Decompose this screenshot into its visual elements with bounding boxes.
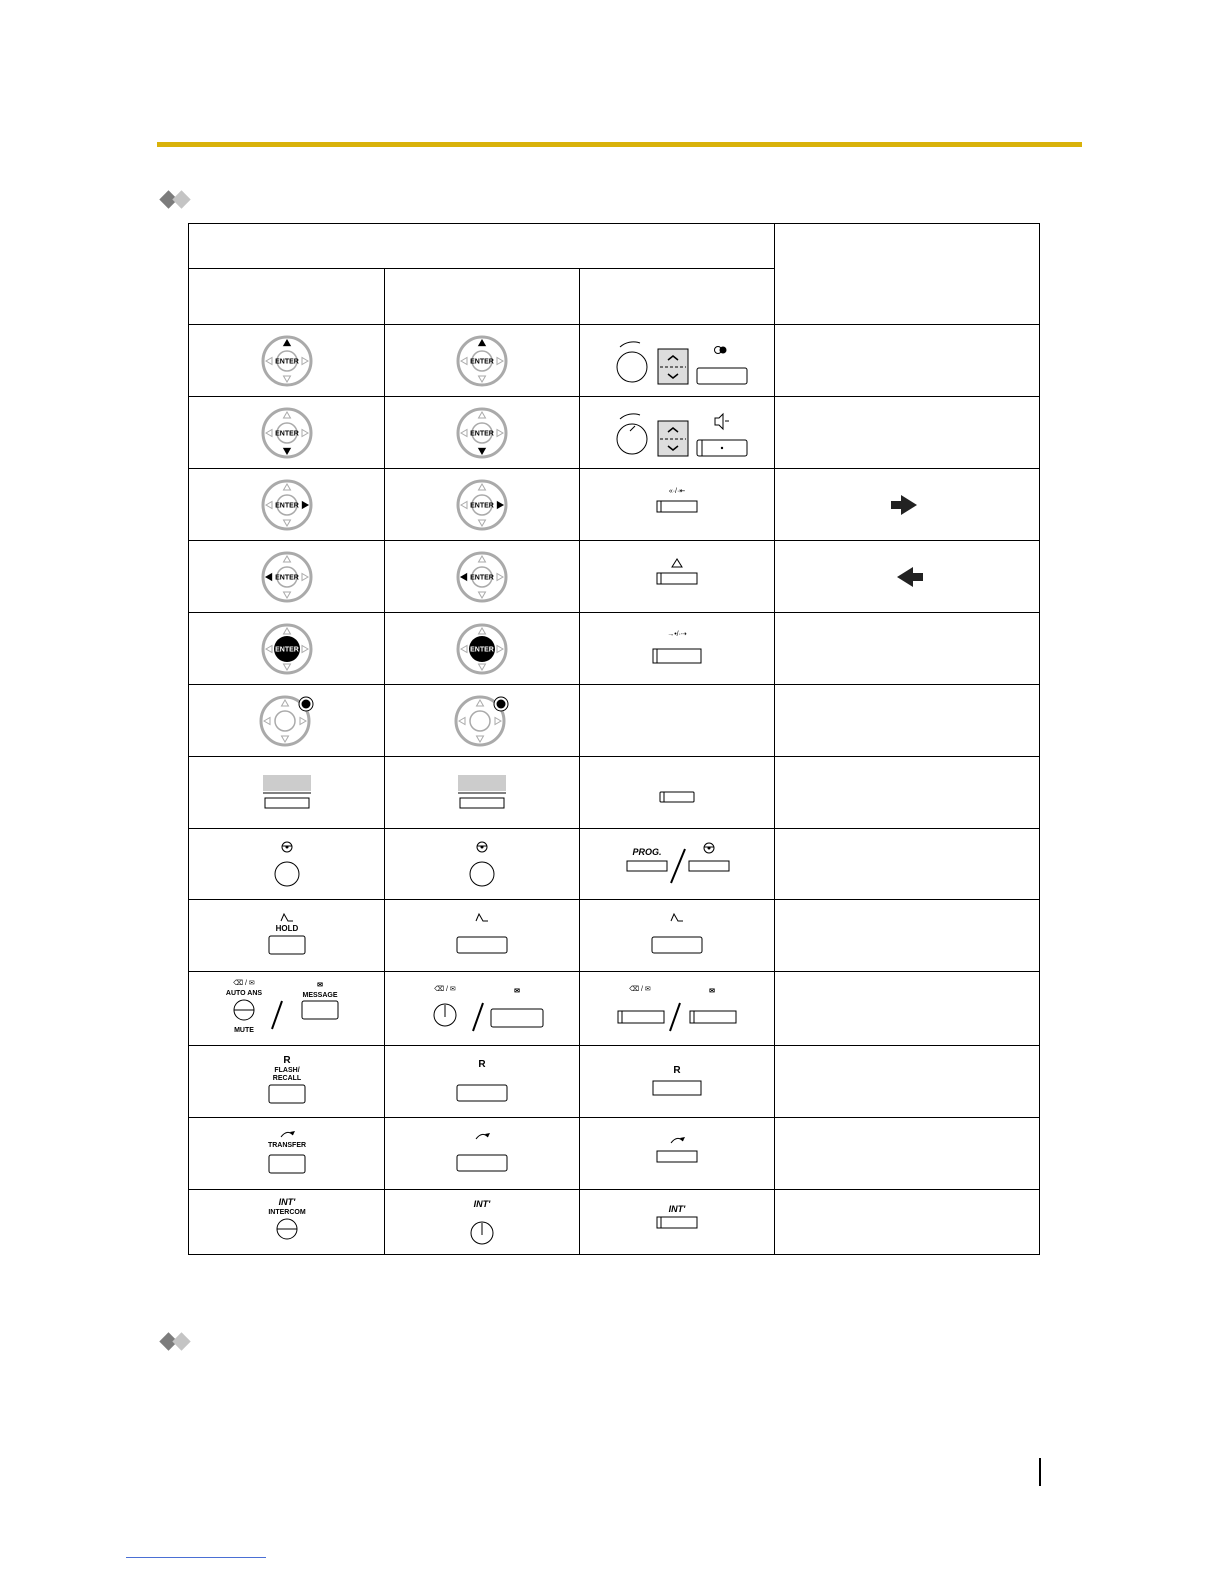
table-row — [189, 757, 1040, 829]
hold-key-icon — [189, 900, 385, 972]
navigator-side-key-icon — [385, 685, 580, 757]
arrow-right-icon — [887, 493, 927, 517]
key-correspondence-table — [188, 223, 1040, 1255]
flash-recall-key-icon — [189, 1046, 385, 1118]
description-cell — [775, 1190, 1040, 1255]
soft-key-icon — [189, 757, 385, 829]
svg-text:✉: ✉ — [514, 987, 520, 995]
svg-text:✉: ✉ — [709, 987, 715, 995]
flash-recall-key-icon — [385, 1046, 580, 1118]
description-cell — [775, 829, 1040, 900]
description-cell — [775, 613, 1040, 685]
diamond-pair-icon — [158, 1332, 198, 1354]
soft-key-icon — [580, 757, 775, 829]
table-row — [189, 685, 1040, 757]
table-row — [189, 1190, 1040, 1255]
svg-text:PROG.: PROG. — [632, 847, 662, 857]
navigator-up-icon — [189, 325, 385, 397]
hold-key-icon — [580, 900, 775, 972]
table-row — [189, 1046, 1040, 1118]
table-row — [189, 900, 1040, 972]
svg-text:ENTER: ENTER — [274, 574, 299, 581]
description-cell — [775, 757, 1040, 829]
auto-answer-message-icon — [385, 972, 580, 1046]
navigator-up-icon — [385, 325, 580, 397]
header-rule — [157, 142, 1082, 147]
transfer-key-icon — [189, 1118, 385, 1190]
navigator-left-icon — [189, 541, 385, 613]
svg-text:INT': INT' — [473, 1199, 491, 1209]
navigator-left-icon — [385, 541, 580, 613]
header-cell-model-1 — [189, 269, 385, 325]
intercom-key-icon — [580, 1190, 775, 1255]
program-key-icon — [385, 829, 580, 900]
hold-key-icon — [385, 900, 580, 972]
intercom-key-icon — [189, 1190, 385, 1255]
svg-text:R: R — [478, 1058, 486, 1070]
description-cell — [775, 900, 1040, 972]
svg-text:ENTER: ENTER — [470, 574, 494, 581]
description-cell — [775, 541, 1040, 613]
diamond-pair-icon — [158, 190, 198, 212]
intercom-key-icon — [385, 1190, 580, 1255]
svg-text:MESSAGE: MESSAGE — [301, 991, 338, 999]
navigator-down-icon — [189, 397, 385, 469]
table-row — [189, 829, 1040, 900]
svg-text:ENTER: ENTER — [274, 358, 299, 365]
auto-answer-message-icon — [580, 972, 775, 1046]
svg-text:ENTER: ENTER — [274, 430, 299, 437]
svg-text:RECALL: RECALL — [272, 1074, 301, 1082]
svg-text:R: R — [673, 1064, 681, 1076]
auto-answer-message-icon — [189, 972, 385, 1046]
next-key-icon — [580, 469, 775, 541]
svg-text:⌫ / ✉: ⌫ / ✉ — [232, 979, 255, 987]
transfer-key-icon — [580, 1118, 775, 1190]
navigator-right-icon — [385, 469, 580, 541]
svg-text:⌫ / ✉: ⌫ / ✉ — [629, 985, 651, 993]
svg-text:«·/·⇤: «·/·⇤ — [668, 487, 686, 495]
table-row — [189, 541, 1040, 613]
description-cell — [775, 1046, 1040, 1118]
header-cell-description — [775, 224, 1040, 325]
svg-text:ENTER: ENTER — [470, 358, 494, 365]
svg-text:ENTER: ENTER — [470, 430, 494, 437]
navigator-right-icon — [189, 469, 385, 541]
transfer-key-icon — [385, 1118, 580, 1190]
svg-text:MUTE: MUTE — [233, 1026, 254, 1034]
navigator-enter-icon — [385, 613, 580, 685]
header-cell-model-2 — [385, 269, 580, 325]
svg-text:⌫ / ✉: ⌫ / ✉ — [434, 985, 456, 993]
table-row — [189, 972, 1040, 1046]
svg-text:ENTER: ENTER — [274, 502, 299, 509]
footer-link-rule — [126, 1557, 266, 1558]
svg-text:INT': INT' — [278, 1197, 295, 1207]
svg-text:R: R — [282, 1054, 291, 1066]
jog-dial-volume-up-icon — [580, 325, 775, 397]
description-cell — [775, 972, 1040, 1046]
description-cell — [775, 1118, 1040, 1190]
program-key-icon — [189, 829, 385, 900]
navigator-side-key-icon — [189, 685, 385, 757]
arrow-left-icon — [887, 565, 927, 589]
svg-text:INTERCOM: INTERCOM — [267, 1209, 306, 1216]
jog-dial-volume-down-icon — [580, 397, 775, 469]
table-row — [189, 397, 1040, 469]
prog-key-icon — [580, 829, 775, 900]
soft-key-icon — [385, 757, 580, 829]
description-cell — [775, 469, 1040, 541]
svg-text:ENTER: ENTER — [274, 646, 299, 653]
svg-text:AUTO ANS: AUTO ANS — [225, 989, 262, 997]
table-row — [189, 613, 1040, 685]
description-cell — [775, 685, 1040, 757]
previous-key-icon — [580, 541, 775, 613]
description-cell — [775, 397, 1040, 469]
flash-recall-key-icon — [580, 1046, 775, 1118]
table-row — [189, 325, 1040, 397]
svg-text:INT': INT' — [668, 1204, 686, 1214]
header-row — [189, 224, 1040, 269]
header-cell-models — [189, 224, 775, 269]
description-cell — [775, 325, 1040, 397]
svg-text:FLASH/: FLASH/ — [273, 1066, 300, 1074]
svg-text:ENTER: ENTER — [470, 646, 494, 653]
svg-text:TRANSFER: TRANSFER — [267, 1141, 306, 1149]
svg-text:HOLD: HOLD — [275, 923, 298, 933]
empty-cell — [580, 685, 775, 757]
svg-text:ENTER: ENTER — [470, 502, 494, 509]
svg-text:✉: ✉ — [316, 981, 323, 989]
table-row — [189, 469, 1040, 541]
select-key-icon — [580, 613, 775, 685]
page-number-rule — [1039, 1458, 1041, 1486]
svg-text:→•/·⇢: →•/·⇢ — [667, 630, 687, 638]
header-cell-model-3 — [580, 269, 775, 325]
navigator-enter-icon — [189, 613, 385, 685]
navigator-down-icon — [385, 397, 580, 469]
table-row — [189, 1118, 1040, 1190]
